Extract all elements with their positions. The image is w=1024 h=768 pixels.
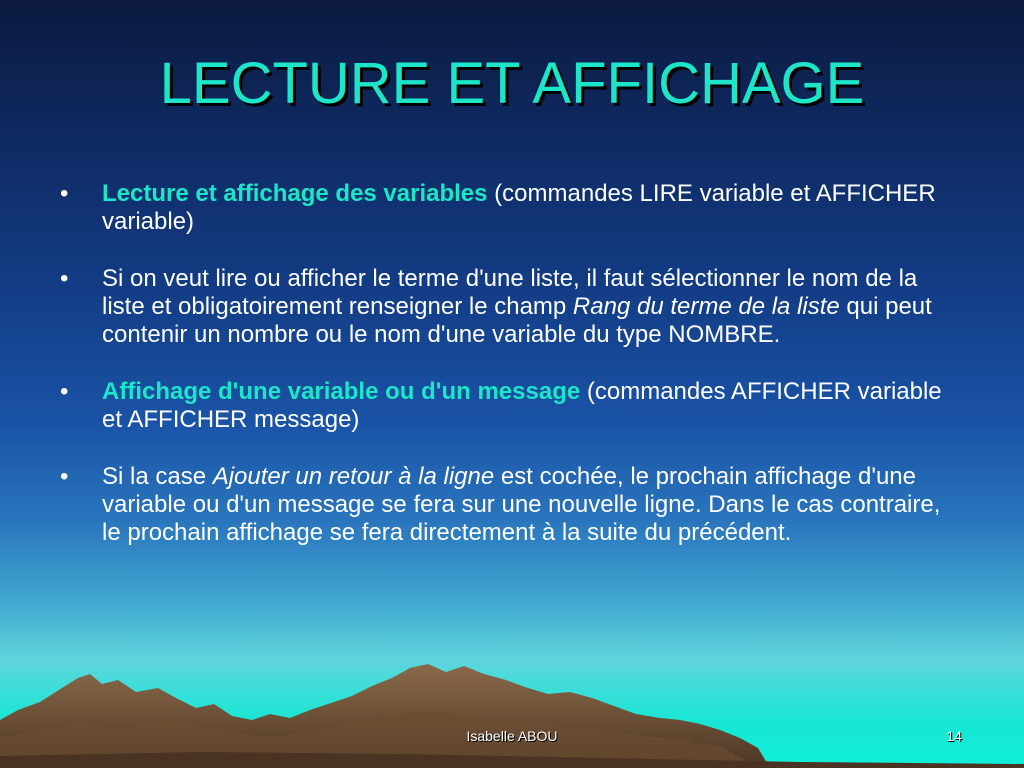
bullet-item-1 [58,180,958,236]
bullet-1-text: (commandes LIRE variable et AFFICHER variable) [102,180,936,235]
bullet-4-text-after: est cochée, le prochain affichage d'une variable ou d'un message se fera sur une nouvelle ligne. Dans le cas contraire, le prochain affichage se fera directement à la suite du précédent. [102,463,941,546]
bullet-1-highlight: Lecture et affichage des variables [102,180,488,207]
bullet-2-italic: Rang du terme de la liste [572,293,840,320]
bullet-4-italic: Ajouter un retour à la ligne [212,463,495,490]
bullet-symbol: • [60,265,69,292]
bullet-3-highlight: Affichage d'une variable ou d'un message [102,378,581,405]
bullet-item-2 [58,265,958,349]
mountain-landscape [0,658,1024,768]
bullet-symbol: • [60,378,69,405]
bullet-list [58,180,958,576]
bullet-symbol: • [60,463,69,490]
bullet-symbol: • [60,180,69,207]
bullet-4-text-before: Si la case [102,463,213,490]
bullet-2-text-before: Si on veut lire ou afficher le terme d'une liste, il faut sélectionner le nom de la liste et obligatoirement renseigner le champ [102,265,918,320]
bullet-item-3 [58,378,958,434]
footer-author: Isabelle ABOU [466,728,558,744]
bullet-2-text-after: qui peut contenir un nombre ou le nom d'une variable du type NOMBRE. [102,293,932,348]
bullet-3-text: (commandes AFFICHER variable et AFFICHER message) [102,378,942,433]
slide-title: LECTURE ET AFFICHAGE [159,51,865,116]
page-number: 14 [946,728,962,744]
bullet-item-4 [58,463,958,547]
